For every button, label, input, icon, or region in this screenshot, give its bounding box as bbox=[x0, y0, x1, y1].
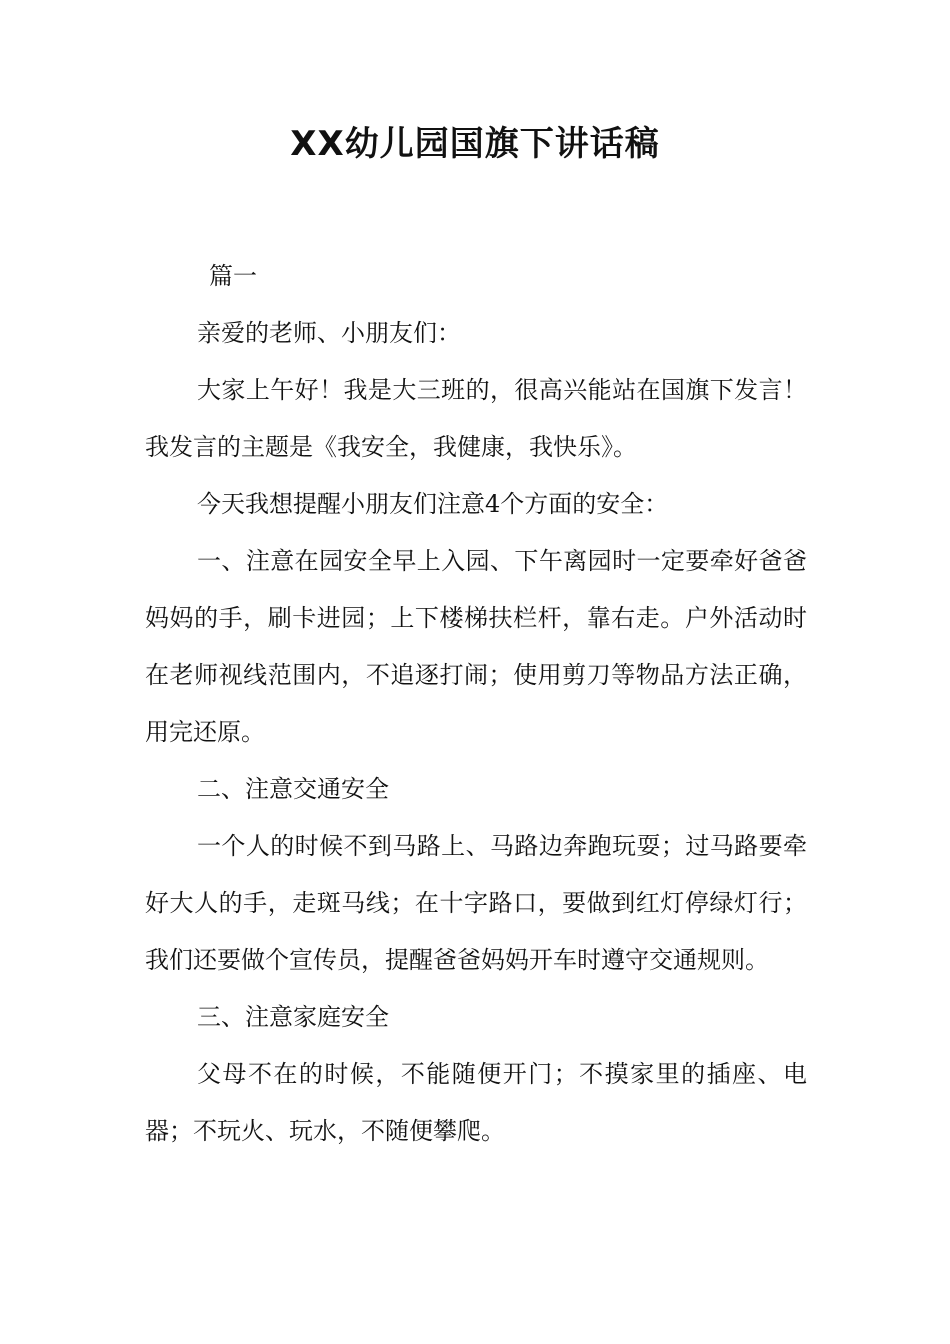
kindergarten-safety-paragraph: 一、注意在园安全早上入园、下午离园时一定要牵好爸爸妈妈的手，刷卡进园；上下楼梯扶栏杆，靠右走。户外活动时在老师视线范围内，不追逐打闹；使用剪刀等物品方法正确，用完还原。 bbox=[145, 547, 807, 746]
greeting-paragraph: 亲爱的老师、小朋友们： bbox=[197, 319, 461, 347]
traffic-safety-heading: 二、注意交通安全 bbox=[197, 775, 389, 803]
traffic-safety-paragraph: 一个人的时候不到马路上、马路边奔跑玩耍；过马路要牵好大人的手，走斑马线；在十字路口，要做到红灯停绿灯行；我们还要做个宣传员，提醒爸爸妈妈开车时遵守交通规则。 bbox=[145, 832, 807, 974]
intro-paragraph: 大家上午好！我是大三班的，很高兴能站在国旗下发言！我发言的主题是《我安全，我健康，我快乐》。 bbox=[145, 376, 807, 461]
home-safety-paragraph: 父母不在的时候，不能随便开门；不摸家里的插座、电器；不玩火、玩水，不随便攀爬。 bbox=[145, 1060, 807, 1145]
section-label-part-one: 篇一 bbox=[209, 262, 257, 290]
topic-paragraph: 今天我想提醒小朋友们注意4个方面的安全： bbox=[197, 490, 669, 518]
document-title: XX幼儿园国旗下讲话稿 bbox=[290, 124, 660, 164]
document-body bbox=[145, 248, 807, 1160]
home-safety-heading: 三、注意家庭安全 bbox=[197, 1003, 389, 1031]
